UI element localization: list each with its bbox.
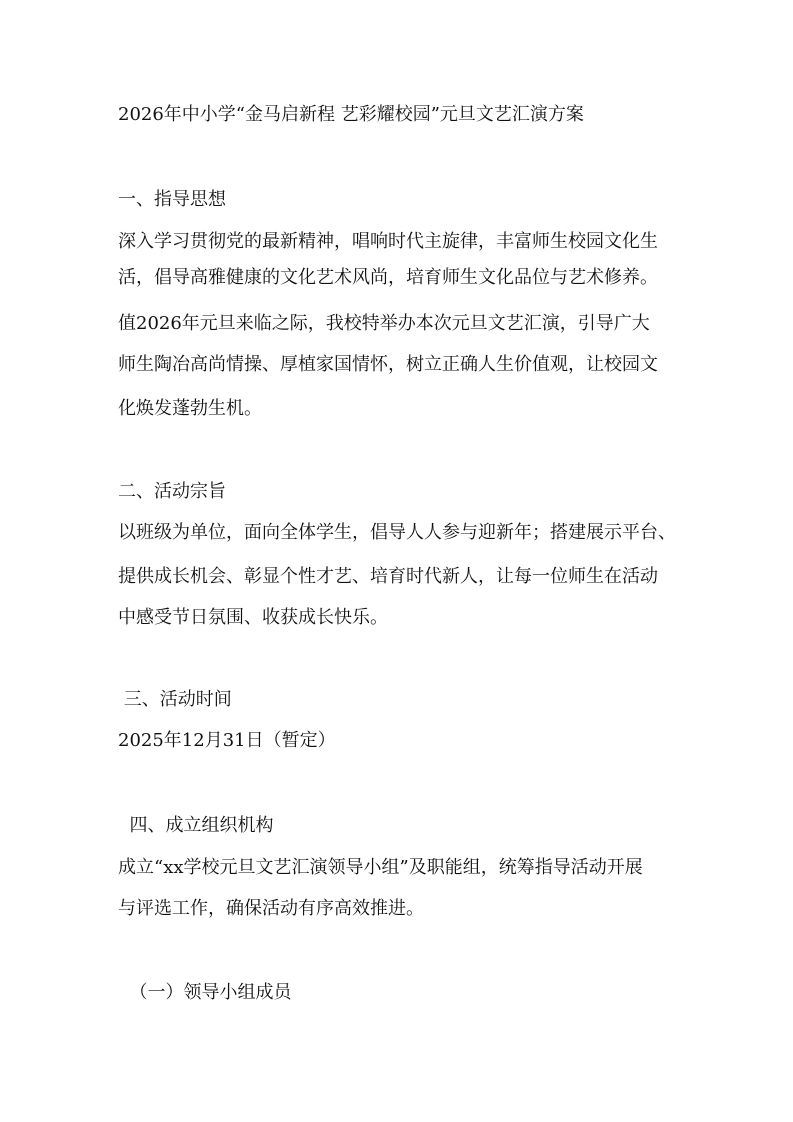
- section-heading-organization: 四、成立组织机构: [118, 815, 274, 836]
- paragraph-line: 与评选工作，确保活动有序高效推进。: [118, 898, 424, 919]
- section-heading-guiding-ideology: 一、指导思想: [118, 189, 226, 210]
- paragraph-line: 师生陶冶高尚情操、厚植家国情怀，树立正确人生价值观，让校园文: [118, 354, 658, 375]
- section-heading-activity-time: 三、活动时间: [118, 689, 232, 710]
- document-title: 2026年中小学“金马启新程 艺彩耀校园”元旦文艺汇演方案: [118, 104, 584, 125]
- section-heading-activity-purpose: 二、活动宗旨: [118, 481, 226, 502]
- paragraph-line: 成立“xx学校元旦文艺汇演领导小组”及职能组，统筹指导活动开展: [118, 857, 643, 878]
- paragraph-line: 化焕发蓬勃生机。: [118, 398, 262, 419]
- paragraph-line: 以班级为单位，面向全体学生，倡导人人参与迎新年；搭建展示平台、: [118, 522, 676, 543]
- paragraph-line: 值2026年元旦来临之际，我校特举办本次元旦文艺汇演，引导广大: [118, 313, 650, 334]
- paragraph-line: 活，倡导高雅健康的文化艺术风尚，培育师生文化品位与艺术修养。: [118, 267, 658, 288]
- paragraph-line: 深入学习贯彻党的最新精神，唱响时代主旋律，丰富师生校园文化生: [118, 231, 658, 252]
- activity-date: 2025年12月31日（暂定）: [118, 730, 336, 751]
- paragraph-line: 提供成长机会、彰显个性才艺、培育时代新人，让每一位师生在活动: [118, 566, 658, 587]
- paragraph-line: 中感受节日氛围、收获成长快乐。: [118, 607, 388, 628]
- subsection-heading-leadership-members: （一）领导小组成员: [118, 982, 292, 1003]
